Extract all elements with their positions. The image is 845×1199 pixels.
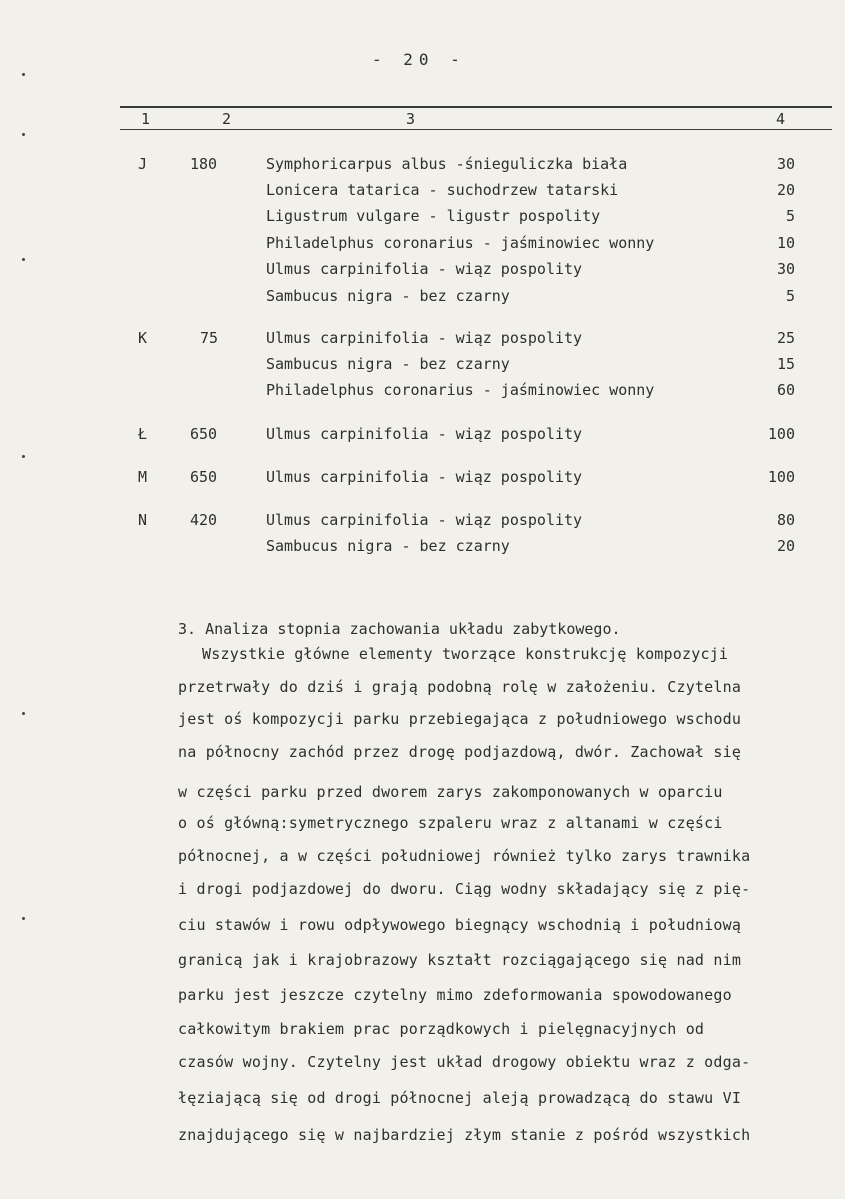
- group-area-n: 420: [190, 511, 218, 529]
- species-row: Ulmus carpinifolia - wiąz pospolity: [266, 425, 583, 443]
- table-top-rule: [120, 106, 832, 108]
- column-header-4: 4: [776, 110, 786, 128]
- group-label-j: J: [138, 155, 148, 173]
- count-cell: 10: [776, 234, 795, 252]
- paragraph-line: granicą jak i krajobrazowy kształt rozciągającego się nad nim: [178, 951, 742, 969]
- species-row: Lonicera tatarica - suchodrzew tatarski: [266, 181, 619, 199]
- count-cell: 25: [776, 329, 795, 347]
- paragraph-line: czasów wojny. Czytelny jest układ drogowy obiektu wraz z odga-: [178, 1053, 751, 1071]
- species-row: Symphoricarpus albus -śnieguliczka biała: [266, 155, 628, 173]
- group-area-j: 180: [190, 155, 218, 173]
- group-label-m: M: [138, 468, 148, 486]
- paragraph-line: jest oś kompozycji parku przebiegająca z południowego wschodu: [178, 710, 742, 728]
- group-area-m: 650: [190, 468, 218, 486]
- group-area-k: 75: [200, 329, 219, 347]
- group-label-n: N: [138, 511, 148, 529]
- species-row: Sambucus nigra - bez czarny: [266, 355, 510, 373]
- margin-mark: [22, 133, 25, 136]
- paragraph-line: w części parku przed dworem zarys zakomponowanych w oparciu: [178, 783, 723, 801]
- species-row: Ligustrum vulgare - ligustr pospolity: [266, 207, 601, 225]
- paragraph-line: przetrwały do dziś i grają podobną rolę w założeniu. Czytelna: [178, 678, 742, 696]
- paragraph-line: północnej, a w części południowej również tylko zarys trawnika: [178, 847, 751, 865]
- count-cell: 60: [776, 381, 795, 399]
- paragraph-line: parku jest jeszcze czytelny mimo zdeformowania spowodowanego: [178, 986, 732, 1004]
- species-row: Ulmus carpinifolia - wiąz pospolity: [266, 468, 583, 486]
- paragraph-line: i drogi podjazdowej do dworu. Ciąg wodny składający się z pię-: [178, 880, 751, 898]
- paragraph-line: o oś główną:symetrycznego szpaleru wraz z altanami w części: [178, 814, 723, 832]
- species-row: Ulmus carpinifolia - wiąz pospolity: [266, 329, 583, 347]
- species-row: Sambucus nigra - bez czarny: [266, 537, 510, 555]
- count-cell: 15: [776, 355, 795, 373]
- section-heading: 3. Analiza stopnia zachowania układu zabytkowego.: [178, 620, 621, 638]
- paragraph-line: znajdującego się w najbardziej złym stanie z pośród wszystkich: [178, 1126, 751, 1144]
- margin-mark: [22, 455, 25, 458]
- species-row: Ulmus carpinifolia - wiąz pospolity: [266, 260, 583, 278]
- count-cell: 80: [776, 511, 795, 529]
- count-cell: 5: [785, 287, 795, 305]
- paragraph-line: łęziającą się od drogi północnej aleją prowadzącą do stawu VI: [178, 1089, 742, 1107]
- species-row: Ulmus carpinifolia - wiąz pospolity: [266, 511, 583, 529]
- column-header-3: 3: [406, 110, 416, 128]
- count-cell: 5: [785, 207, 795, 225]
- column-header-2: 2: [222, 110, 232, 128]
- count-cell: 100: [767, 468, 795, 486]
- count-cell: 20: [776, 537, 795, 555]
- paragraph-line: ciu stawów i rowu odpływowego biegnący wschodnią i południową: [178, 916, 742, 934]
- count-cell: 30: [776, 155, 795, 173]
- species-row: Sambucus nigra - bez czarny: [266, 287, 510, 305]
- paragraph-line: Wszystkie główne elementy tworzące konstrukcję kompozycji: [202, 645, 729, 663]
- margin-mark: [22, 258, 25, 261]
- group-label-l-stroke: Ł: [138, 425, 148, 443]
- count-cell: 20: [776, 181, 795, 199]
- paragraph-line: na północny zachód przez drogę podjazdową, dwór. Zachował się: [178, 743, 742, 761]
- page-number: - 20 -: [372, 50, 466, 69]
- margin-mark: [22, 712, 25, 715]
- species-row: Philadelphus coronarius - jaśminowiec wonny: [266, 234, 655, 252]
- paragraph-line: całkowitym brakiem prac porządkowych i pielęgnacyjnych od: [178, 1020, 705, 1038]
- species-row: Philadelphus coronarius - jaśminowiec wonny: [266, 381, 655, 399]
- column-header-1: 1: [141, 110, 151, 128]
- table-header-rule: [120, 129, 832, 130]
- count-cell: 100: [767, 425, 795, 443]
- margin-mark: [22, 917, 25, 920]
- group-label-k: K: [138, 329, 148, 347]
- count-cell: 30: [776, 260, 795, 278]
- margin-mark: [22, 73, 25, 76]
- group-area-l-stroke: 650: [190, 425, 218, 443]
